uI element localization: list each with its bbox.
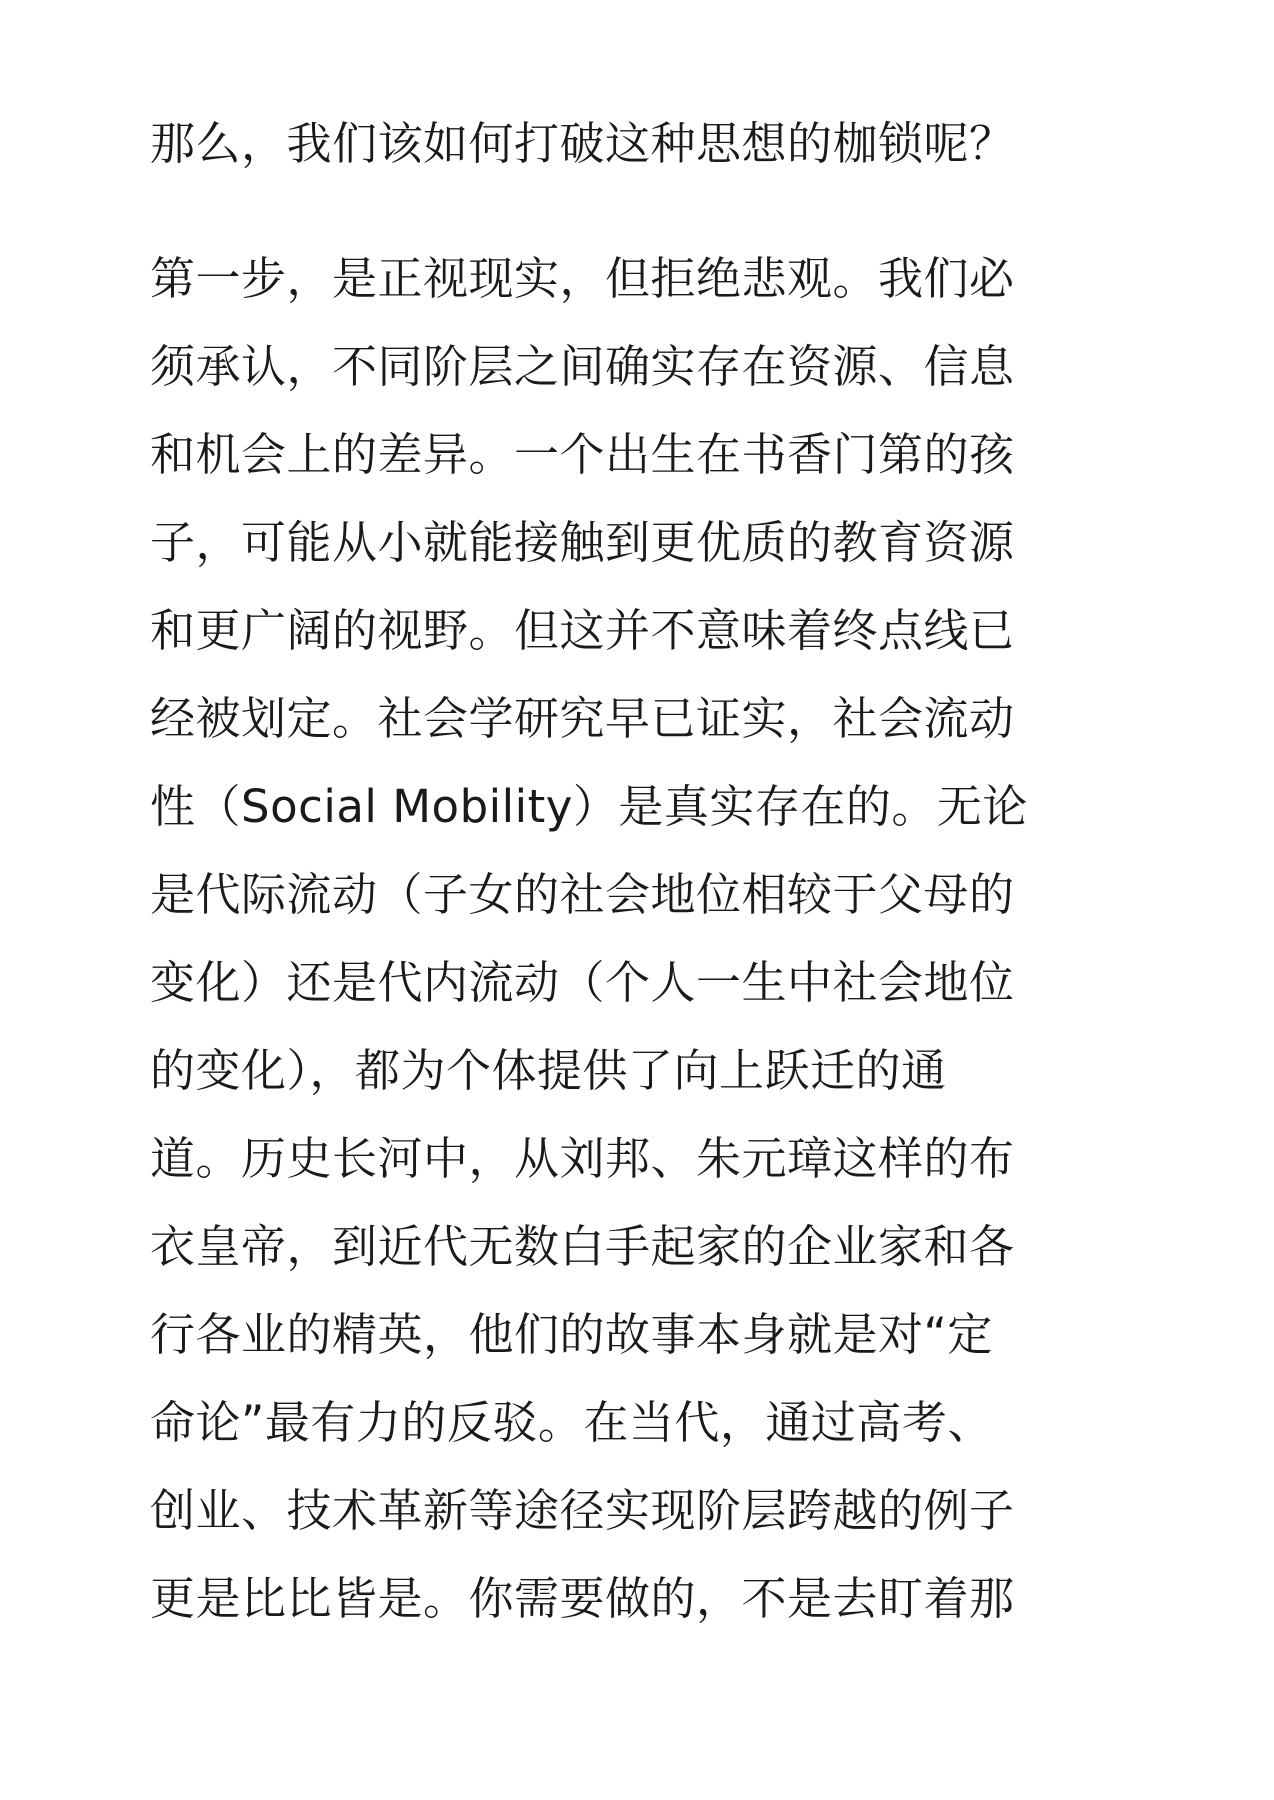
text-line: 命论”最有力的反驳。在当代，通过高考、 (150, 1396, 993, 1449)
text-line: 须承认，不同阶层之间确实存在资源、信息 (150, 340, 1015, 393)
text-line: 的变化），都为个体提供了向上跃迁的通 (150, 1044, 947, 1097)
text-line: 是代际流动（子女的社会地位相较于父母的 (150, 868, 1015, 921)
text-line: 第一步，是正视现实，但拒绝悲观。我们必 (150, 252, 1015, 305)
text-line: 和机会上的差异。一个出生在书香门第的孩 (150, 428, 1015, 481)
text-line: 行各业的精英，他们的故事本身就是对“定 (150, 1308, 993, 1361)
text-line: 道。历史长河中，从刘邦、朱元璋这样的布 (150, 1132, 1015, 1185)
text-line: 性（Social Mobility）是真实存在的。无论 (150, 780, 1028, 833)
text-line: 经被划定。社会学研究早已证实，社会流动 (150, 692, 1015, 745)
text-line: 那么，我们该如何打破这种思想的枷锁呢？ (150, 117, 1015, 170)
paragraph-question (150, 100, 1130, 188)
paragraph-body (150, 235, 1130, 1643)
text-line: 子，可能从小就能接触到更优质的教育资源 (150, 516, 1015, 569)
text-line: 衣皇帝，到近代无数白手起家的企业家和各 (150, 1220, 1015, 1273)
text-line: 变化）还是代内流动（个人一生中社会地位 (150, 956, 1015, 1009)
text-line: 更是比比皆是。你需要做的，不是去盯着那 (150, 1572, 1015, 1625)
text-line: 和更广阔的视野。但这并不意味着终点线已 (150, 604, 1015, 657)
text-line: 创业、技术革新等途径实现阶层跨越的例子 (150, 1484, 1015, 1537)
